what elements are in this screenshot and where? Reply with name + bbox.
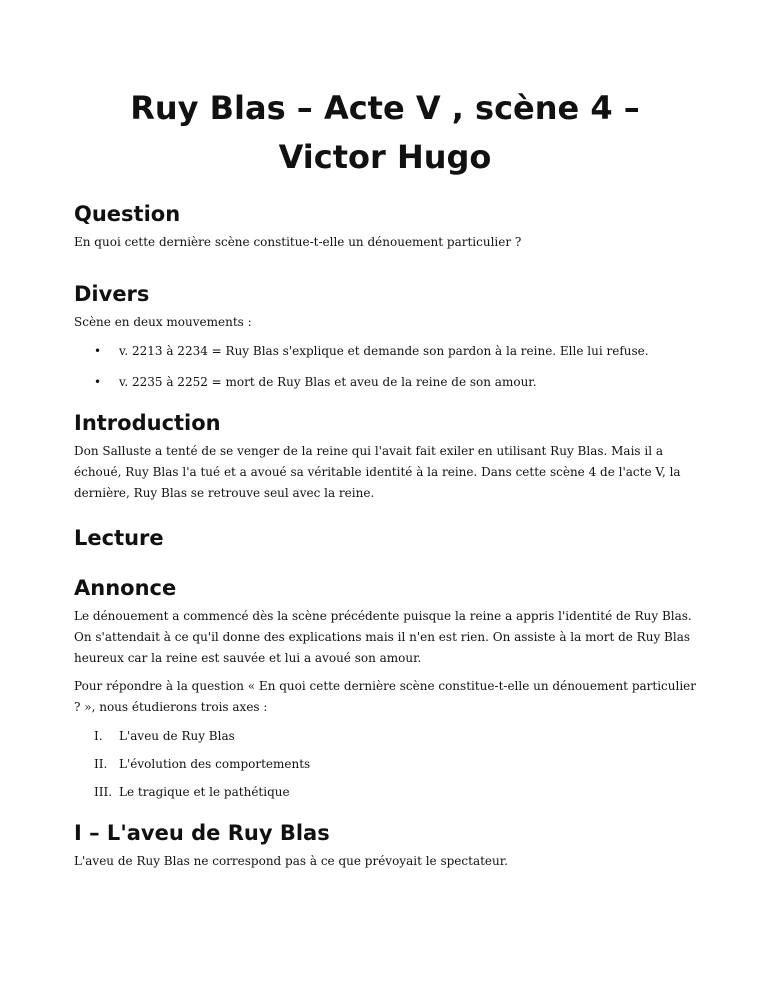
- introduction-text: Don Salluste a tenté de se venger de la reine qui l'avait fait exiler en utilisant Ruy Blas. Mais il a échoué, Ruy Blas l'a tué et a avoué sa véritable identité à la reine. Dans cette scène 4 de l'acte V, la dernière, Ruy Blas se retrouve seul avec la reine.: [74, 444, 681, 500]
- list-item: [74, 754, 696, 775]
- list-item: [74, 726, 696, 747]
- annonce-paragraph-1: Le dénouement a commencé dès la scène précédente puisque la reine a appris l'identité de Ruy Blas. On s'attendait à ce qu'il donne des explications mais il n'en est rien. On assiste à la mort de Ruy Blas heureux car la reine est sauvée et lui a avoué son amour.: [74, 609, 692, 665]
- annonce-paragraph-2: Pour répondre à la question « En quoi cette dernière scène constitue-t-elle un dénouement particulier ? », nous étudierons trois axes :: [74, 679, 697, 714]
- list-item: [74, 372, 696, 393]
- axes-list: [74, 726, 696, 803]
- divers-list: [74, 341, 696, 393]
- document-page: [74, 84, 696, 872]
- axis-number: III.: [94, 785, 113, 799]
- heading-introduction: Introduction: [74, 411, 221, 435]
- heading-part-1: I – L'aveu de Ruy Blas: [74, 821, 330, 845]
- axis-label: L'aveu de Ruy Blas: [119, 729, 235, 743]
- document-title: Ruy Blas – Acte V , scène 4 – Victor Hugo: [130, 89, 640, 176]
- list-item: [74, 341, 696, 362]
- bullet-icon: •: [94, 344, 102, 358]
- divers-intro: Scène en deux mouvements :: [74, 315, 252, 329]
- axis-label: Le tragique et le pathétique: [119, 785, 290, 799]
- heading-lecture: Lecture: [74, 526, 164, 550]
- heading-question: Question: [74, 202, 181, 226]
- axis-number: II.: [94, 757, 108, 771]
- axis-label: L'évolution des comportements: [119, 757, 311, 771]
- question-text: En quoi cette dernière scène constitue-t-elle un dénouement particulier ?: [74, 235, 522, 249]
- bullet-icon: •: [94, 375, 102, 389]
- list-item-text: v. 2235 à 2252 = mort de Ruy Blas et aveu de la reine de son amour.: [119, 375, 537, 389]
- part-1-text: L'aveu de Ruy Blas ne correspond pas à ce que prévoyait le spectateur.: [74, 854, 508, 868]
- axis-number: I.: [94, 729, 103, 743]
- heading-divers: Divers: [74, 282, 150, 306]
- list-item-text: v. 2213 à 2234 = Ruy Blas s'explique et demande son pardon à la reine. Elle lui refuse.: [119, 344, 649, 358]
- list-item: [74, 782, 696, 803]
- heading-annonce: Annonce: [74, 576, 177, 600]
